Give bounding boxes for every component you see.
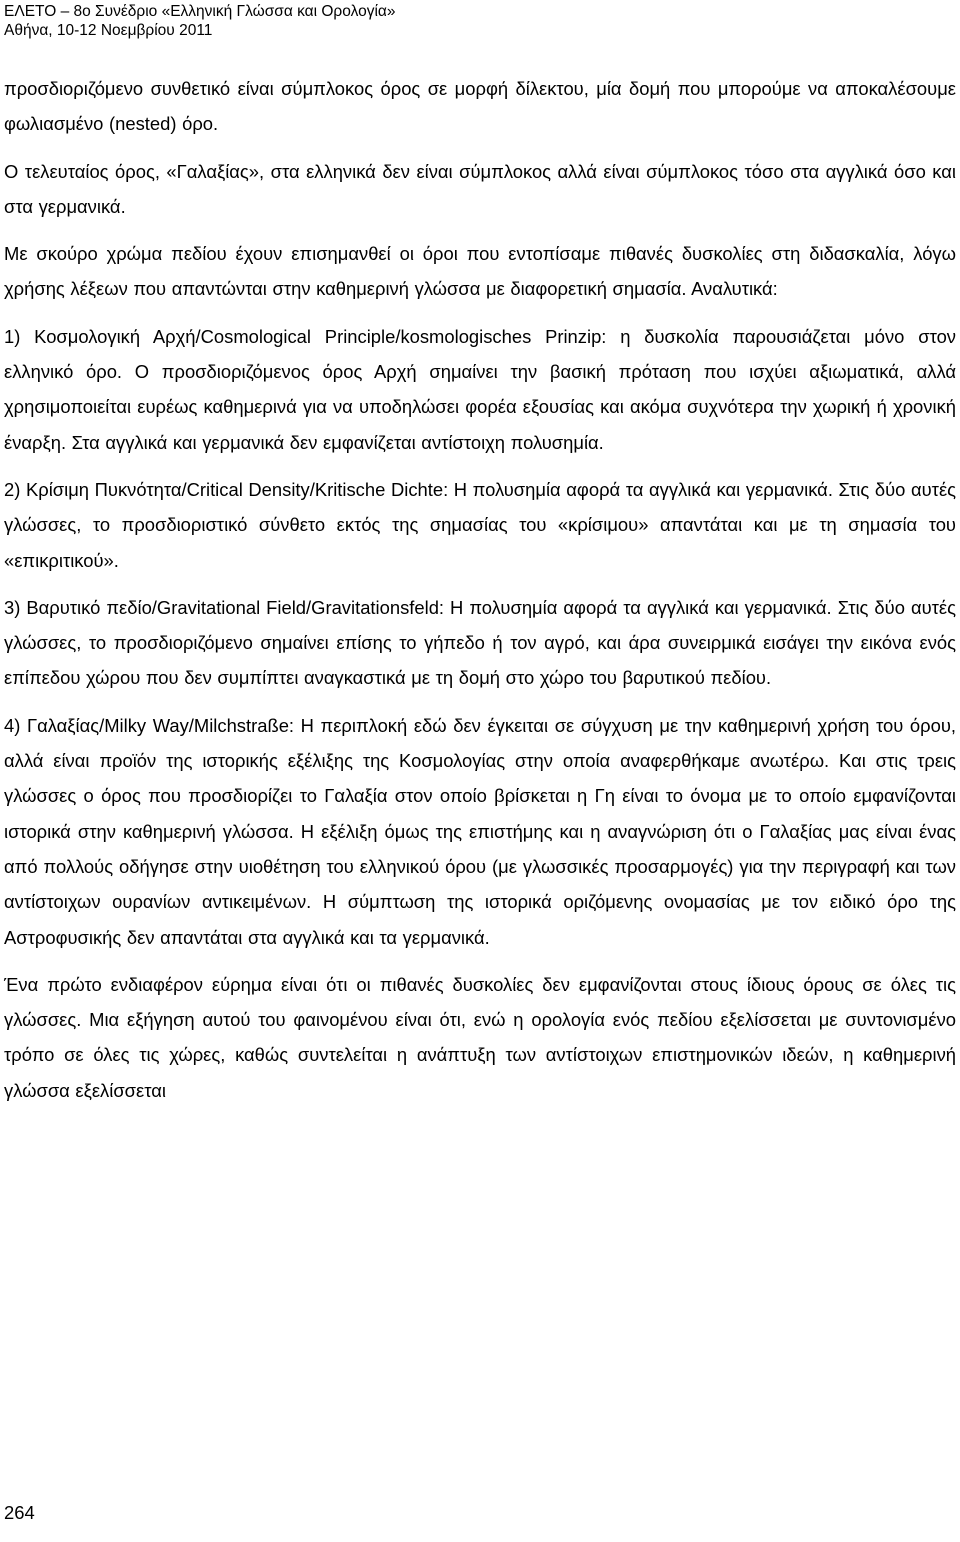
paragraph-nested-term: προσδιοριζόμενο συνθετικό είναι σύμπλοκος όρος σε μορφή δίλεκτου, μία δομή που μπορούμε να αποκαλέσουμε φωλιασμένο (nested) όρο. bbox=[4, 78, 956, 135]
list-item-milky-way: 4) Γαλαξίας/Milky Way/Milchstraße: Η περιπλοκή εδώ δεν έγκειται σε σύγχυση με την καθημερινή χρήση του όρου, αλλά είναι προϊόν της ιστορικής εξέλιξης της Κοσμολογίας στην οποία αναφερθήκαμε ανωτέρω. Και στις τρεις γλώσσες ο όρος που προσδιορίζει το Γαλαξία στον οποίο βρίσκεται η Γη είναι το όνομα με το οποίο εμφανίζονται ιστορικά στην καθημερινή γλώσσα. Η εξέλιξη όμως της επιστήμης και η αναγνώριση ότι ο Γαλαξίας μας είναι ένας από πολλούς οδήγησε στην υιοθέτηση του ελληνικού όρου (με γλωσσικές προσαρμογές) για την περιγραφή και των αντίστοιχων ουρανίων αντικειμένων. Η σύμπτωση της ιστορικά οριζόμενης ονομασίας με τον ειδικό όρο της Αστροφυσικής δεν απαντάται στα αγγλικά και τα γερμανικά. bbox=[4, 714, 956, 948]
body-text bbox=[4, 71, 956, 1108]
list-item-cosmological-principle: 1) Κοσμολογική Αρχή/Cosmological Principle/kosmologisches Prinzip: η δυσκολία παρουσιάζεται μόνο στον ελληνικό όρο. Ο προσδιοριζόμενος όρος Αρχή σημαίνει την βασική πρόταση που ισχύει αξιωματικά, αλλά χρησιμοποιείται ευρέως καθημερινά για να υποδηλώσει φορέα εξουσίας και ακόμα συχνότερα την χωρική ή χρονική έναρξη. Στα αγγλικά και γερμανικά δεν εμφανίζεται αντίστοιχη πολυσημία. bbox=[4, 325, 957, 453]
list-item-critical-density: 2) Κρίσιμη Πυκνότητα/Critical Density/Kritische Dichte: Η πολυσημία αφορά τα αγγλικά και γερμανικά. Στις δύο αυτές γλώσσες, το προσδιοριστικό σύνθετο εκτός της σημασίας του «κρίσιμου» απαντάται και με τη σημασία του «επικριτικού». bbox=[4, 478, 957, 571]
running-header bbox=[4, 2, 395, 40]
paragraph-dark-field-terms: Με σκούρο χρώμα πεδίου έχουν επισημανθεί οι όροι που εντοπίσαμε πιθανές δυσκολίες στη διδασκαλία, λόγω χρήσης λέξεων που απαντώνται στην καθημερινή γλώσσα με διαφορετική σημασία. Αναλυτικά: bbox=[4, 243, 956, 300]
paragraph-galaxy-term: Ο τελευταίος όρος, «Γαλαξίας», στα ελληνικά δεν είναι σύμπλοκος αλλά είναι σύμπλοκος τόσο στα αγγλικά όσο και στα γερμανικά. bbox=[4, 160, 956, 217]
paragraph-first-finding: Ένα πρώτο ενδιαφέρον εύρημα είναι ότι οι πιθανές δυσκολίες δεν εμφανίζονται στους ίδιους όρους σε όλες τις γλώσσες. Μια εξήγηση αυτού του φαινομένου είναι ότι, ενώ η ορολογία ενός πεδίου εξελίσσεται με συντονισμένο τρόπο σε όλες τις χώρες, καθώς συντελείται η ανάπτυξη των αντίστοιχων επιστημονικών ιδεών, η καθημερινή γλώσσα εξελίσσεται bbox=[4, 973, 956, 1101]
list-item-gravitational-field: 3) Βαρυτικό πεδίο/Gravitational Field/Gravitationsfeld: Η πολυσημία αφορά τα αγγλικά και γερμανικά. Στις δύο αυτές γλώσσες, το προσδιοριζόμενο σημαίνει επίσης το γήπεδο ή τον αγρό, και άρα συνειρμικά εισάγει την εικόνα ενός επίπεδου χώρου που δεν συμπίπτει αναγκαστικά με τη δομή στο χώρο του βαρυτικού πεδίου. bbox=[4, 596, 956, 689]
page-number: 264 bbox=[4, 1502, 35, 1523]
header-conference-title: ΕΛΕΤΟ – 8ο Συνέδριο «Ελληνική Γλώσσα και Ορολογία» bbox=[4, 3, 396, 20]
header-date-location: Αθήνα, 10-12 Νοεμβρίου 2011 bbox=[4, 22, 213, 39]
